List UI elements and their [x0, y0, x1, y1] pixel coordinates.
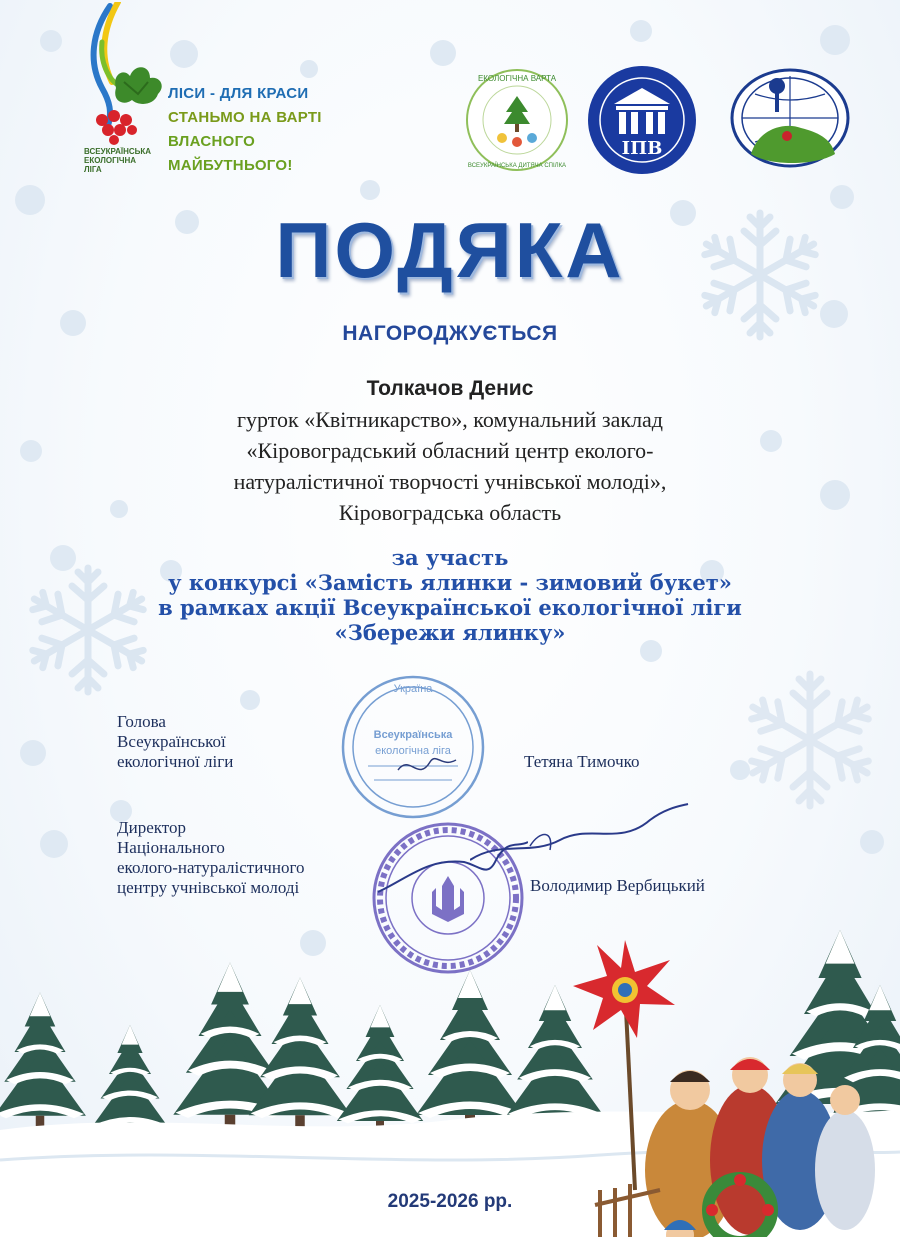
ipv-text: ІПВ [621, 138, 663, 159]
recipient-line: гурток «Квітникарство», комунальний заклад [236, 407, 664, 432]
position-line: Національного [117, 838, 225, 857]
snowflake-icon [735, 665, 885, 815]
position-line: Голова [117, 712, 166, 731]
stamp-top-text: Україна [393, 683, 433, 695]
position-line: центру учнівської молоді [117, 878, 300, 897]
slogan-line: СТАНЬМО НА ВАРТІ [168, 109, 322, 126]
globe-logo-icon [725, 66, 855, 172]
recipient-line: «Кіровоградський обласний центр еколого- [246, 438, 654, 463]
reason-line: «Збережи ялинку» [334, 620, 566, 645]
stamp-inner-line: Всеукраїнська [373, 729, 453, 741]
league-logo-icon [72, 2, 172, 150]
eco-guard-title: ЕКОЛОГІЧНА ВАРТА [477, 74, 557, 83]
slogan-line: ВЛАСНОГО МАЙБУТНЬОГО! [168, 133, 293, 174]
eco-guard-bottom: ВСЕУКРАЇНСЬКА ДИТЯЧА СПІЛКА [467, 163, 567, 169]
league-label-line: ЛІГА [84, 165, 102, 174]
awarded-label: НАГОРОДЖУЄТЬСЯ [342, 322, 558, 345]
first-signatory-position [117, 712, 233, 772]
league-label-line: ЕКОЛОГІЧНА [84, 156, 137, 165]
slogan-line: ЛІСИ - ДЛЯ КРАСИ [168, 85, 309, 102]
academic-years: 2025-2026 рр. [387, 1191, 513, 1212]
stamp-inner-line: екологічна ліга [375, 745, 451, 757]
first-signatory-name: Тетяна Тимочко [524, 752, 640, 771]
reason-line: за участь [391, 545, 509, 570]
reason-line: у конкурсі «Замість ялинки - зимовий букет» [168, 570, 732, 595]
position-line: Директор [117, 818, 186, 837]
reason-block [0, 545, 900, 645]
recipient-name: Толкачов Денис [366, 377, 534, 400]
league-label [84, 147, 164, 174]
league-stamp-icon [338, 672, 488, 822]
recipient-block [0, 373, 900, 528]
signature-scribble-icon [470, 800, 690, 870]
second-signatory-name: Володимир Вербицький [530, 876, 705, 895]
position-line: Всеукраїнської [117, 732, 226, 751]
winter-scene [0, 870, 900, 1237]
page-title: ПОДЯКА [275, 206, 625, 294]
position-line: екологічної ліги [117, 752, 234, 771]
reason-line: в рамках акції Всеукраїнської екологічної ліги [158, 595, 742, 620]
league-slogan [168, 82, 348, 178]
recipient-line: натуралістичної творчості учнівської молоді», [233, 469, 667, 494]
league-label-line: ВСЕУКРАЇНСЬКА [84, 147, 152, 156]
position-line: еколого-натуралістичного [117, 858, 305, 877]
ipv-logo-icon [586, 64, 698, 176]
recipient-line: Кіровоградська область [338, 500, 562, 525]
eco-guard-logo-icon [462, 66, 572, 174]
